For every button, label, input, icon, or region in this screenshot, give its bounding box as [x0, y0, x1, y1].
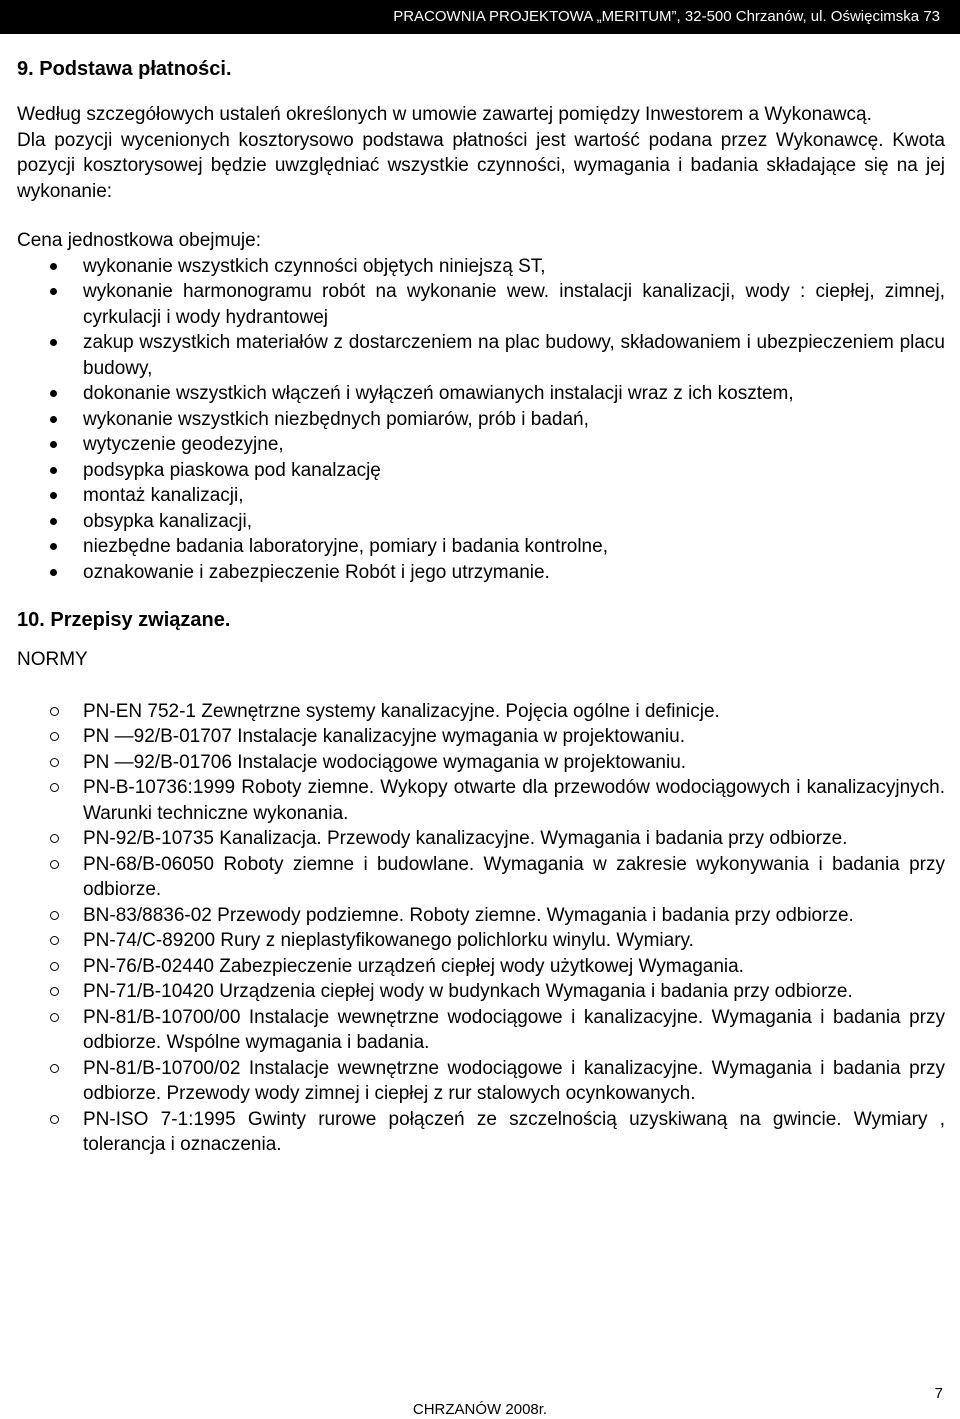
list-item: PN-92/B-10735 Kanalizacja. Przewody kanalizacyjne. Wymagania i badania przy odbiorze. — [17, 826, 945, 852]
list-item: PN-76/B-02440 Zabezpieczenie urządzeń ciepłej wody użytkowej Wymagania. — [17, 954, 945, 980]
list-item: podsypka piaskowa pod kanalzację — [17, 458, 945, 484]
list-item: niezbędne badania laboratoryjne, pomiary i badania kontrolne, — [17, 534, 945, 560]
list-item: PN-68/B-06050 Roboty ziemne i budowlane. Wymagania w zakresie wykonywania i badania przy odbiorze. — [17, 852, 945, 903]
section-9-title: 9. Podstawa płatności. — [17, 58, 232, 80]
list-item: wykonanie wszystkich czynności objętych niniejszą ST, — [17, 254, 945, 280]
list-item: PN-74/C-89200 Rury z nieplastyfikowanego polichlorku winylu. Wymiary. — [17, 928, 945, 954]
norms-list — [17, 699, 945, 1158]
section-10-title: 10. Przepisy związane. — [17, 609, 231, 631]
list-item: PN —92/B-01707 Instalacje kanalizacyjne wymagania w projektowaniu. — [17, 724, 945, 750]
list-item: BN-83/8836-02 Przewody podziemne. Roboty ziemne. Wymagania i badania przy odbiorze. — [17, 903, 945, 929]
list-item: PN-EN 752-1 Zewnętrzne systemy kanalizacyjne. Pojęcia ogólne i definicje. — [17, 699, 945, 725]
document-body — [17, 56, 945, 1158]
unit-price-label: Cena jednostkowa obejmuje: — [17, 230, 261, 251]
list-item: oznakowanie i zabezpieczenie Robót i jego utrzymanie. — [17, 560, 945, 586]
list-item: wytyczenie geodezyjne, — [17, 432, 945, 458]
list-item: PN-B-10736:1999 Roboty ziemne. Wykopy otwarte dla przewodów wodociągowych i kanalizacyjnych. Warunki techniczne wykonania. — [17, 775, 945, 826]
list-item: obsypka kanalizacji, — [17, 509, 945, 535]
list-item: wykonanie harmonogramu robót na wykonanie wew. instalacji kanalizacji, wody : ciepłej, zimnej, cyrkulacji i wody hydrantowej — [17, 279, 945, 330]
list-item: PN —92/B-01706 Instalacje wodociągowe wymagania w projektowaniu. — [17, 750, 945, 776]
list-item: PN-81/B-10700/00 Instalacje wewnętrzne wodociągowe i kanalizacyjne. Wymagania i badania przy odbiorze. Wspólne wymagania i badania. — [17, 1005, 945, 1056]
section-9-paragraph-2: Dla pozycji wycenionych kosztorysowo podstawa płatności jest wartość podana przez Wykonawcę. Kwota pozycji kosztorysowej będzie uwzględniać wszystkie czynności, wymagania i badania składające się na jej wykonanie: — [17, 129, 945, 202]
norms-label: NORMY — [17, 649, 88, 670]
list-item: PN-71/B-10420 Urządzenia ciepłej wody w budynkach Wymagania i badania przy odbiorze. — [17, 979, 945, 1005]
footer-city-date: CHRZANÓW 2008r. — [412, 1401, 548, 1418]
list-item: zakup wszystkich materiałów z dostarczeniem na plac budowy, składowaniem i ubezpieczeniem placu budowy, — [17, 330, 945, 381]
list-item: montaż kanalizacji, — [17, 483, 945, 509]
section-9-paragraph-1: Według szczegółowych ustaleń określonych w umowie zawartej pomiędzy Inwestorem a Wykonawcą. — [17, 104, 872, 125]
list-item: PN-81/B-10700/02 Instalacje wewnętrzne wodociągowe i kanalizacyjne. Wymagania i badania przy odbiorze. Przewody wody zimnej i ciepłej z rur stalowych ocynkowanych. — [17, 1056, 945, 1107]
unit-price-list — [17, 254, 945, 586]
list-item: PN-ISO 7-1:1995 Gwinty rurowe połączeń ze szczelnością uzyskiwaną na gwincie. Wymiary , tolerancja i oznaczenia. — [17, 1107, 945, 1158]
list-item: dokonanie wszystkich włączeń i wyłączeń omawianych instalacji wraz z ich kosztem, — [17, 381, 945, 407]
page-header — [0, 0, 960, 34]
header-text: PRACOWNIA PROJEKTOWA „MERITUM”, 32-500 Chrzanów, ul. Oświęcimska 73 — [393, 8, 940, 25]
page-number: 7 — [934, 1385, 943, 1402]
list-item: wykonanie wszystkich niezbędnych pomiarów, prób i badań, — [17, 407, 945, 433]
